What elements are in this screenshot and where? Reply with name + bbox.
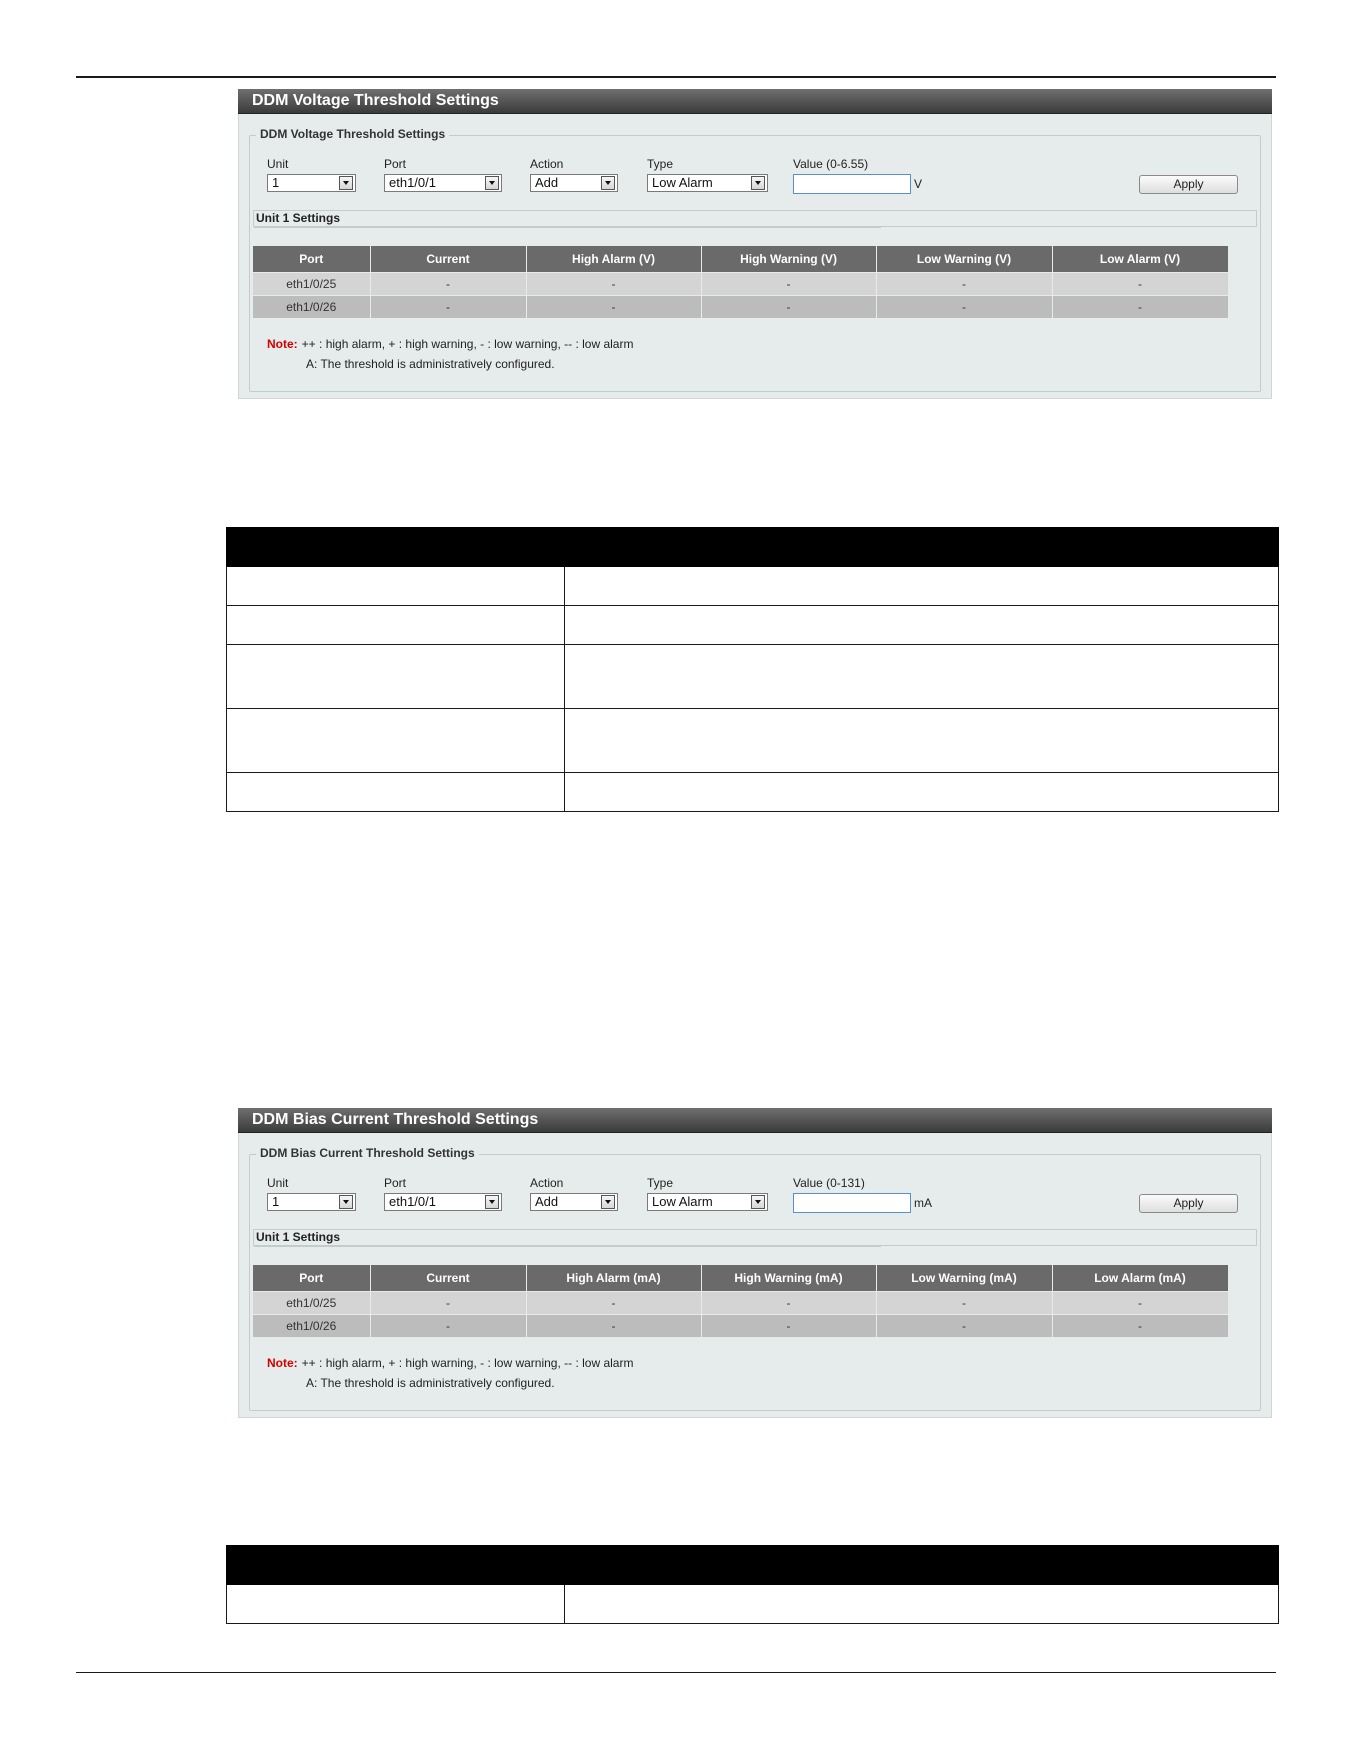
table-cell bbox=[227, 567, 565, 606]
table-row bbox=[227, 606, 1279, 645]
page-bottom-rule bbox=[76, 1672, 1276, 1673]
chevron-down-icon[interactable] bbox=[485, 1195, 499, 1209]
panel-body bbox=[238, 114, 1272, 399]
type-select[interactable] bbox=[647, 174, 768, 192]
note-admin-configured: A: The threshold is administratively configured. bbox=[306, 357, 555, 371]
type-select-value: Low Alarm bbox=[652, 175, 713, 190]
table-cell: - bbox=[1052, 296, 1228, 319]
table-cell: - bbox=[701, 296, 876, 319]
column-header bbox=[565, 528, 1279, 567]
chevron-down-icon[interactable] bbox=[339, 176, 353, 190]
table-cell: - bbox=[526, 296, 701, 319]
table-cell bbox=[227, 606, 565, 645]
action-select[interactable] bbox=[530, 174, 618, 192]
description-table bbox=[226, 527, 1279, 812]
table-row bbox=[227, 1585, 1279, 1624]
table-row bbox=[253, 273, 1228, 296]
table-row bbox=[227, 567, 1279, 606]
type-label: Type bbox=[647, 1176, 674, 1190]
table-cell: - bbox=[1052, 273, 1228, 296]
table-cell: - bbox=[526, 273, 701, 296]
page-top-rule bbox=[76, 76, 1276, 78]
table-cell: eth1/0/25 bbox=[253, 1292, 370, 1315]
table-cell: - bbox=[876, 273, 1052, 296]
table-header-row bbox=[227, 1546, 1279, 1585]
column-header: Low Alarm (mA) bbox=[1052, 1265, 1228, 1292]
chevron-down-icon[interactable] bbox=[339, 1195, 353, 1209]
port-select-value: eth1/0/1 bbox=[389, 175, 436, 190]
panel-title: DDM Bias Current Threshold Settings bbox=[238, 1108, 1272, 1133]
column-header: Current bbox=[370, 1265, 526, 1292]
type-select-value: Low Alarm bbox=[652, 1194, 713, 1209]
table-cell bbox=[565, 606, 1279, 645]
table-row bbox=[227, 773, 1279, 812]
column-header: Port bbox=[253, 246, 370, 273]
unit-settings-header: Unit 1 Settings bbox=[253, 1229, 1257, 1246]
panel-body bbox=[238, 1133, 1272, 1418]
port-select-value: eth1/0/1 bbox=[389, 1194, 436, 1209]
unit-select-value: 1 bbox=[272, 1194, 280, 1209]
column-header: Current bbox=[370, 246, 526, 273]
column-header bbox=[227, 1546, 565, 1585]
chevron-down-icon[interactable] bbox=[601, 176, 615, 190]
section-divider bbox=[254, 227, 881, 228]
note-legend bbox=[267, 1356, 633, 1370]
unit-label: Unit bbox=[267, 157, 289, 171]
apply-button[interactable]: Apply bbox=[1139, 175, 1238, 194]
action-select-value: Add bbox=[535, 175, 559, 190]
panel-title: DDM Voltage Threshold Settings bbox=[238, 89, 1272, 114]
port-label: Port bbox=[384, 157, 407, 171]
fieldset-legend: DDM Bias Current Threshold Settings bbox=[256, 1146, 479, 1160]
table-cell: eth1/0/26 bbox=[253, 1315, 370, 1338]
table-cell: - bbox=[370, 296, 526, 319]
chevron-down-icon[interactable] bbox=[751, 176, 765, 190]
table-cell: eth1/0/26 bbox=[253, 296, 370, 319]
ddm-threshold-table bbox=[253, 246, 1229, 318]
port-select[interactable] bbox=[384, 1193, 502, 1211]
table-cell: - bbox=[701, 1292, 876, 1315]
table-cell bbox=[565, 1585, 1279, 1624]
table-header-row bbox=[227, 528, 1279, 567]
table-cell bbox=[565, 773, 1279, 812]
column-header: High Warning (V) bbox=[701, 246, 876, 273]
note-text: ++ : high alarm, + : high warning, - : low warning, -- : low alarm bbox=[301, 337, 634, 351]
chevron-down-icon[interactable] bbox=[485, 176, 499, 190]
section-divider bbox=[254, 1246, 881, 1247]
column-header: High Alarm (mA) bbox=[526, 1265, 701, 1292]
description-table bbox=[226, 1545, 1279, 1624]
table-cell bbox=[227, 709, 565, 773]
unit-select[interactable] bbox=[267, 174, 356, 192]
table-cell: - bbox=[876, 1315, 1052, 1338]
action-label: Action bbox=[530, 157, 564, 171]
table-cell: - bbox=[876, 296, 1052, 319]
column-header: Port bbox=[253, 1265, 370, 1292]
chevron-down-icon[interactable] bbox=[751, 1195, 765, 1209]
unit-select-value: 1 bbox=[272, 175, 280, 190]
table-cell: - bbox=[876, 1292, 1052, 1315]
voltage-threshold-panel bbox=[238, 89, 1272, 399]
table-cell: - bbox=[526, 1315, 701, 1338]
table-cell: eth1/0/25 bbox=[253, 273, 370, 296]
table-cell bbox=[227, 1585, 565, 1624]
table-cell bbox=[565, 709, 1279, 773]
table-cell: - bbox=[370, 273, 526, 296]
table-cell bbox=[565, 645, 1279, 709]
bias-current-threshold-panel bbox=[238, 1108, 1272, 1418]
column-header: High Warning (mA) bbox=[701, 1265, 876, 1292]
port-select[interactable] bbox=[384, 174, 502, 192]
column-header: Low Warning (V) bbox=[876, 246, 1052, 273]
table-row bbox=[253, 1315, 1228, 1338]
table-row bbox=[227, 709, 1279, 773]
unit-settings-header: Unit 1 Settings bbox=[253, 210, 1257, 227]
unit-select[interactable] bbox=[267, 1193, 356, 1211]
note-label: Note: bbox=[267, 337, 298, 351]
value-label: Value (0-131) bbox=[793, 1176, 865, 1190]
action-select-value: Add bbox=[535, 1194, 559, 1209]
table-cell: - bbox=[701, 273, 876, 296]
note-label: Note: bbox=[267, 1356, 298, 1370]
column-header: Low Alarm (V) bbox=[1052, 246, 1228, 273]
note-legend bbox=[267, 337, 633, 351]
column-header bbox=[565, 1546, 1279, 1585]
table-row bbox=[253, 1292, 1228, 1315]
table-cell: - bbox=[370, 1292, 526, 1315]
table-cell bbox=[227, 645, 565, 709]
type-label: Type bbox=[647, 157, 674, 171]
action-select[interactable] bbox=[530, 1193, 618, 1211]
value-input[interactable] bbox=[793, 174, 911, 194]
value-unit-label: V bbox=[914, 177, 923, 191]
note-admin-configured: A: The threshold is administratively configured. bbox=[306, 1376, 555, 1390]
table-cell: - bbox=[701, 1315, 876, 1338]
value-input[interactable] bbox=[793, 1193, 911, 1213]
table-row bbox=[227, 645, 1279, 709]
column-header: High Alarm (V) bbox=[526, 246, 701, 273]
fieldset-legend: DDM Voltage Threshold Settings bbox=[256, 127, 449, 141]
column-header: Low Warning (mA) bbox=[876, 1265, 1052, 1292]
table-row bbox=[253, 296, 1228, 319]
ddm-threshold-table bbox=[253, 1265, 1229, 1337]
table-cell: - bbox=[1052, 1315, 1228, 1338]
table-cell bbox=[227, 773, 565, 812]
apply-button[interactable]: Apply bbox=[1139, 1194, 1238, 1213]
table-cell: - bbox=[1052, 1292, 1228, 1315]
unit-label: Unit bbox=[267, 1176, 289, 1190]
action-label: Action bbox=[530, 1176, 564, 1190]
chevron-down-icon[interactable] bbox=[601, 1195, 615, 1209]
table-cell: - bbox=[370, 1315, 526, 1338]
port-label: Port bbox=[384, 1176, 407, 1190]
note-text: ++ : high alarm, + : high warning, - : low warning, -- : low alarm bbox=[301, 1356, 634, 1370]
table-cell bbox=[565, 567, 1279, 606]
value-unit-label: mA bbox=[914, 1196, 932, 1210]
value-label: Value (0-6.55) bbox=[793, 157, 869, 171]
type-select[interactable] bbox=[647, 1193, 768, 1211]
table-cell: - bbox=[526, 1292, 701, 1315]
column-header bbox=[227, 528, 565, 567]
